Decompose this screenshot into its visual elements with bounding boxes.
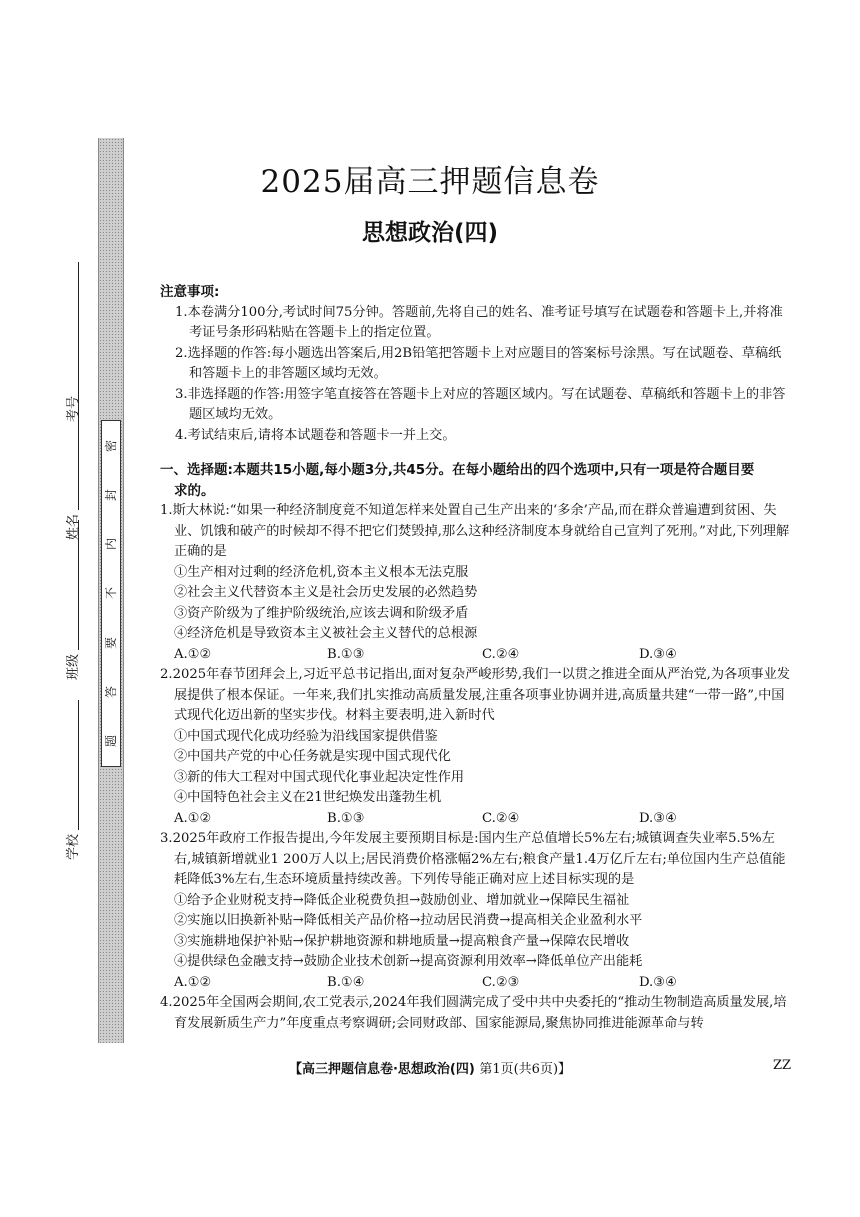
seal-char: 答 — [103, 686, 118, 699]
footer-label: 【高三押题信息卷·思想政治(四) — [288, 1062, 475, 1077]
answer-choices — [160, 809, 792, 830]
choice-c: C.②④ — [482, 810, 520, 826]
question-option: ④提供绿色金融支持→鼓励企业技术创新→提高资源利用效率→降低单位产出能耗 — [174, 954, 643, 969]
question-option: ③实施耕地保护补贴→保护耕地资源和耕地质量→提高粮食产量→保障农民增收 — [174, 933, 630, 949]
question-option: ④中国特色社会主义在21世纪焕发出蓬勃生机 — [174, 790, 442, 805]
name-label: 姓名 — [65, 513, 81, 540]
choice-c: C.②④ — [482, 646, 520, 662]
exam-number-label: 考号 — [65, 395, 81, 422]
question-3 — [160, 829, 792, 993]
question-option: ④经济危机是导致资本主义被社会主义替代的总根源 — [174, 626, 478, 641]
answer-choices — [160, 645, 792, 666]
question-stem: 3.2025年政府工作报告提出,今年发展主要预期目标是:国内生产总值增长5%左右;城镇调查失业率5.5%左右,城镇新增就业1 200万人以上;居民消费价格涨幅2%左右;粮食产量1.4万亿斤左右;单位国内生产总值能耗降低3%左右,生态环境质量持续改善。下列传导能正确对应上述目标实现的是 — [160, 831, 786, 887]
choice-b: B.①④ — [327, 974, 365, 990]
class-field[interactable] — [56, 520, 86, 680]
seal-char: 要 — [103, 636, 118, 649]
page-number: 第1页(共6页)】 — [479, 1062, 572, 1077]
seal-char: 内 — [103, 538, 118, 551]
seal-char: 题 — [103, 735, 118, 748]
choice-b: B.①③ — [327, 810, 365, 826]
question-2 — [160, 665, 792, 829]
question-option: ①生产相对过剩的经济危机,资本主义根本无法克服 — [174, 564, 469, 580]
choice-a: A.①② — [174, 974, 212, 990]
notice-block — [160, 282, 792, 446]
question-stem: 2.2025年春节团拜会上,习近平总书记指出,面对复杂严峻形势,我们一以贯之推进全面从严治党,为各项事业发展提供了根本保证。一年来,我们扎实推动高质量发展,注重各项事业协调并进,高质量共建“一带一路”,中国式现代化迈出新的坚实步伐。材料主要表明,进入新时代 — [160, 667, 790, 723]
answer-choices — [160, 973, 792, 994]
school-label: 学校 — [65, 833, 81, 860]
seal-char: 不 — [103, 587, 118, 600]
notice-item: 1.本卷满分100分,考试时间75分钟。答题前,先将自己的姓名、准考证号填写在试题卷和答题卡上,并将准考证号条形码粘贴在答题卡上的指定位置。 — [175, 304, 783, 340]
section-heading-cont: 求的。 — [174, 482, 215, 499]
exam-title: 2025届高三押题信息卷 — [260, 164, 600, 200]
question-option: ②社会主义代替资本主义是社会历史发展的必然趋势 — [174, 585, 478, 600]
school-field[interactable] — [56, 700, 86, 860]
choice-d: D.③④ — [638, 646, 677, 662]
question-stem: 4.2025年全国两会期间,农工党表示,2024年我们圆满完成了受中共中央委托的“推动生物制造高质量发展,培育发展新质生产力”年度重点考察调研;会同财政部、国家能源局,聚焦协同推进能源革命与转 — [160, 995, 787, 1031]
seal-char: 封 — [103, 488, 118, 501]
question-option: ②中国共产党的中心任务就是实现中国式现代化 — [174, 749, 451, 764]
section-heading — [160, 460, 792, 501]
notice-item: 2.选择题的作答:每小题选出答案后,用2B铅笔把答题卡上对应题目的答案标号涂黑。写在试题卷、草稿纸和答题卡上的非答题区域均无效。 — [175, 345, 782, 381]
choice-c: C.②③ — [482, 974, 520, 990]
exam-subtitle: 思想政治(四) — [361, 220, 499, 246]
section-heading-text: 一、选择题:本题共15小题,每小题3分,共45分。在每小题给出的四个选项中,只有一项是符合题目要 — [160, 462, 755, 478]
choice-d: D.③④ — [638, 974, 677, 990]
page-footer — [0, 1058, 860, 1077]
choice-a: A.①② — [174, 810, 212, 826]
question-option: ③新的伟大工程对中国式现代化事业起决定性作用 — [174, 769, 465, 785]
subject-code: ZZ — [773, 1058, 792, 1073]
question-option: ②实施以旧换新补贴→降低相关产品价格→拉动居民消费→提高相关企业盈利水平 — [174, 913, 643, 928]
question-option: ①给予企业财税支持→降低企业税费负担→鼓励创业、增加就业→保障民生福祉 — [174, 892, 630, 908]
choice-d: D.③④ — [638, 810, 677, 826]
seal-line-notice — [101, 420, 121, 767]
class-label: 班级 — [65, 653, 81, 680]
question-stem: 1.斯大林说:“如果一种经济制度竟不知道怎样来处置自己生产出来的‘多余’产品,而在群众普遍遭到贫困、失业、饥饿和破产的时候却不得不把它们焚毁掉,那么这种经济制度本身就给自己宣判了死刑。”对此,下列理解正确的是 — [160, 503, 790, 559]
notice-item: 3.非选择题的作答:用签字笔直接答在答题卡上对应的答题区域内。写在试题卷、草稿纸和答题卡上的非答题区域均无效。 — [175, 386, 786, 422]
question-option: ③资产阶级为了维护阶级统治,应该去调和阶级矛盾 — [174, 605, 469, 621]
question-4 — [160, 993, 792, 1034]
page-content — [160, 282, 792, 1034]
exam-number-field[interactable] — [56, 262, 86, 422]
question-option: ①中国式现代化成功经验为沿线国家提供借鉴 — [174, 728, 438, 744]
seal-char: 密 — [103, 439, 118, 452]
question-1 — [160, 501, 792, 665]
choice-a: A.①② — [174, 646, 212, 662]
notice-item: 4.考试结束后,请将本试题卷和答题卡一并上交。 — [175, 427, 456, 443]
notice-heading: 注意事项: — [160, 284, 220, 300]
choice-b: B.①③ — [327, 646, 365, 662]
